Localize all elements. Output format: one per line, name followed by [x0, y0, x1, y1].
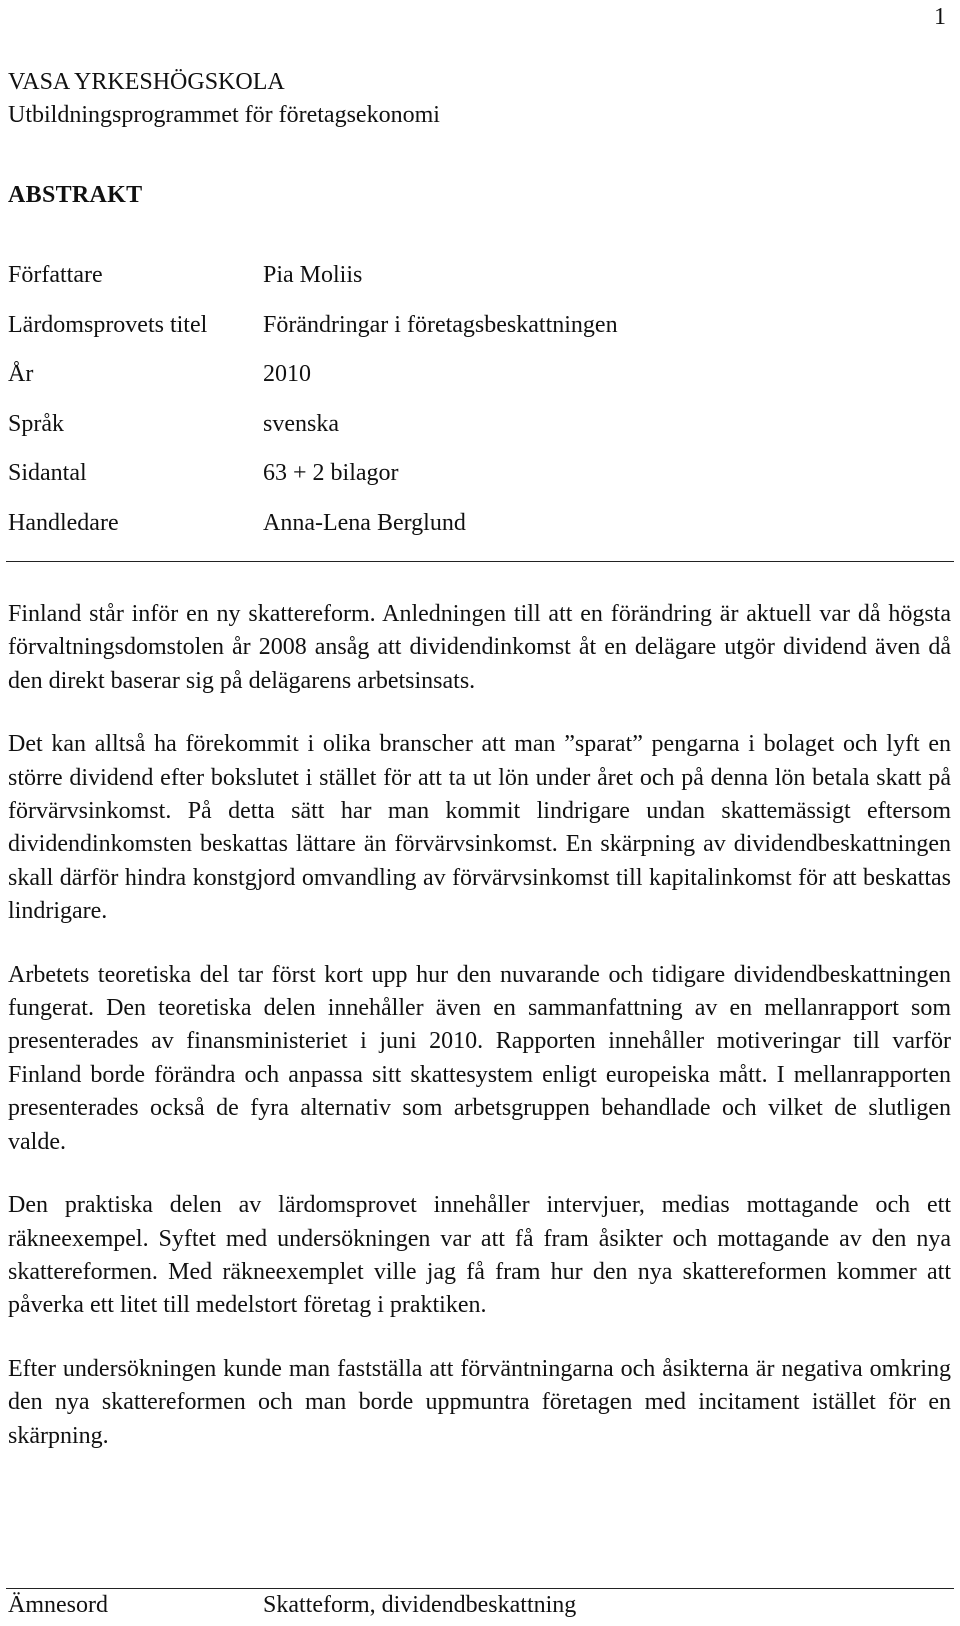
metadata-value: 63 + 2 bilagor [263, 460, 399, 487]
metadata-label: Handledare [8, 509, 119, 536]
bottom-divider [6, 1588, 954, 1589]
abstract-paragraph: Finland står inför en ny skattereform. Anledningen till att en förändring är aktuell var då högsta förvaltningsdomstolen år 2008 ansåg att dividendinkomst åt en delägare utgör dividend även då den direkt baserar sig på delägarens arbetsinsats. [8, 601, 951, 694]
abstract-paragraph: Arbetets teoretiska del tar först kort upp hur den nuvarande och tidigare dividendbeskattningen fungerat. Den teoretiska delen innehåller även en sammanfattning av en mellanrapport som presenterades av finansministeriet i juni 2010. Rapporten innehåller motiveringar till varför Finland borde förändra och anpassa sitt skattesystem enligt europeiska mått. I mellanrapporten presenterades också de fyra alternativ som arbetsgruppen behandlade och vilket de slutligen valde. [8, 961, 951, 1155]
page-number: 1 [934, 4, 946, 30]
keywords-value: Skatteform, dividendbeskattning [263, 1592, 577, 1618]
abstract-body [8, 598, 951, 1483]
metadata-value: Anna-Lena Berglund [263, 509, 466, 536]
metadata-value: Förändringar i företagsbeskattningen [263, 311, 618, 338]
metadata-label: Lärdomsprovets titel [8, 311, 208, 338]
metadata-label: År [8, 361, 34, 388]
metadata-label: Språk [8, 410, 64, 437]
abstract-title: ABSTRAKT [8, 182, 143, 208]
metadata-value: 2010 [263, 361, 311, 388]
institution-name: VASA YRKESHÖGSKOLA [8, 69, 285, 95]
keywords-label: Ämnesord [8, 1592, 108, 1618]
top-divider [6, 561, 954, 562]
metadata-value: Pia Moliis [263, 262, 363, 288]
metadata-label: Författare [8, 262, 103, 288]
metadata-value: svenska [263, 410, 339, 437]
program-name: Utbildningsprogrammet för företagsekonomi [8, 102, 440, 128]
abstract-paragraph: Det kan alltså ha förekommit i olika branscher att man ”sparat” pengarna i bolaget och lyft en större dividend efter bokslutet i stället för att ta ut lön under året och på denna lön betala skatt på förvärvsinkomst. På detta sätt har man kommit lindrigare undan skattemässigt eftersom dividendinkomsten beskattas lättare än förvärvsinkomst. En skärpning av dividendbeskattningen skall därför hindra konstgjord omvandling av förvärvsinkomst till kapitalinkomst för att beskattas lindrigare. [8, 731, 951, 925]
abstract-paragraph: Efter undersökningen kunde man fastställa att förväntningarna och åsikterna är negativa omkring den nya skattereformen och man borde uppmuntra företagen med incitament istället för en skärpning. [8, 1355, 951, 1449]
document-header [8, 66, 440, 132]
abstract-paragraph: Den praktiska delen av lärdomsprovet innehåller intervjuer, medias mottagande och ett räkneexempel. Syftet med undersökningen var att få fram åsikter och mottagande av den nya skattereformen. Med räkneexemplet ville jag få fram hur den nya skattereformen kommer att påverka ett litet till medelstort företag i praktiken. [8, 1192, 951, 1319]
metadata-label: Sidantal [8, 460, 87, 487]
